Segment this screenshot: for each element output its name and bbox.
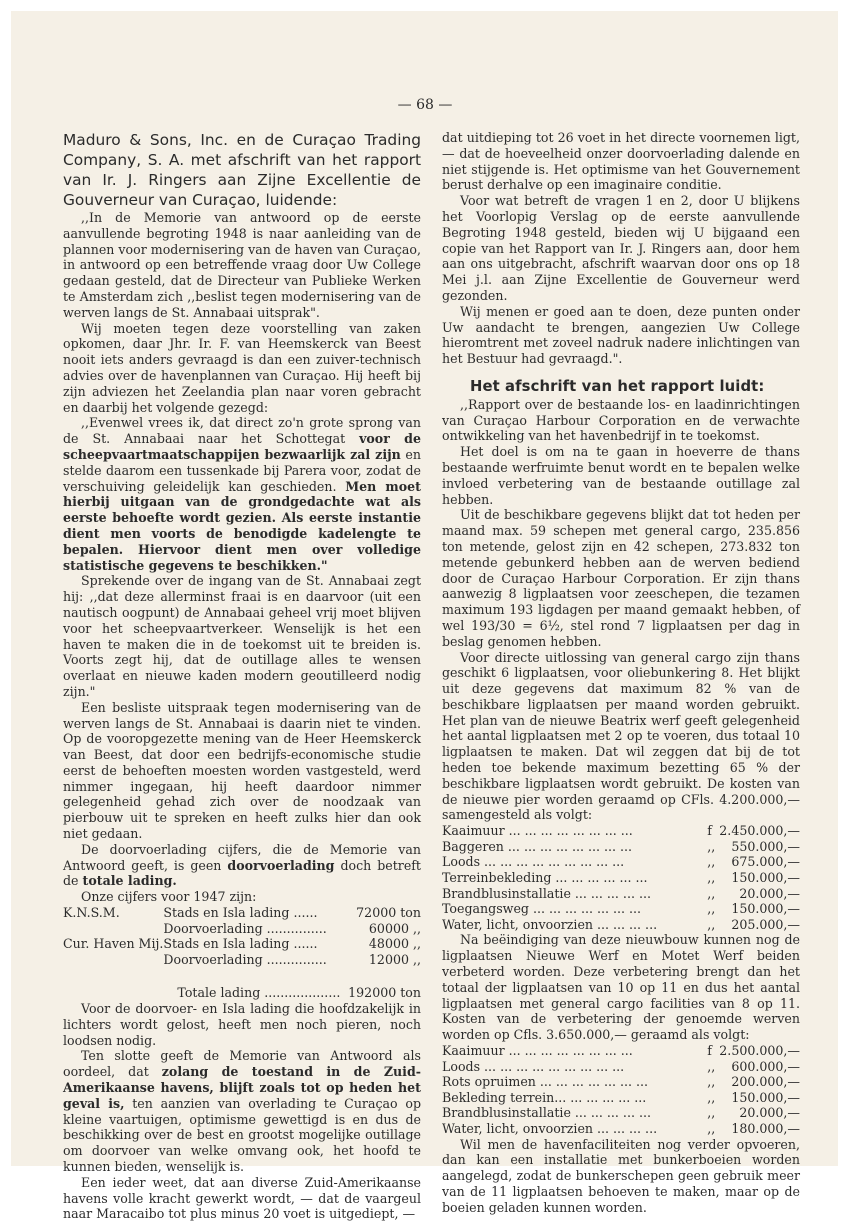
paragraph: Voor directe uitlossing van general cargo zijn thans geschikt 6 ligplaatsen, voor oliebunkering 8. Het blijkt uit deze gegevens dat maximum 82 % van de beschikbare ligplaatsen per maand worden gebruikt. Het plan van de nieuwe Beatrix werf geeft gelegenheid het aantal ligplaatsen met 2 op te voeren, dus totaal 10 ligplaatsen te maken. Dat wil zeggen dat bij de tot heden toe bekende maximum bezetting 65 % der beschikbare ligplaatsen wordt gebruikt. De kosten van de nieuwe pier worden geraamd op CFls. 4.200.000,— samengesteld als volgt: <box>442 649 800 823</box>
amount-cell: 150.000,— <box>731 870 800 886</box>
currency-cell: f <box>707 823 712 839</box>
amount-cell: 72000 ton <box>356 905 421 921</box>
currency-cell: ,, <box>707 885 716 901</box>
company-cell <box>63 952 163 968</box>
amount-cell: 60000 ,, <box>368 920 421 936</box>
amount-cell: 20.000,— <box>739 885 800 901</box>
currency-cell: ,, <box>707 916 716 932</box>
amount-cell: 550.000,— <box>731 838 800 854</box>
item-cell: Water, licht, onvoorzien ... ... ... ... <box>442 1120 658 1136</box>
total-label: Totale lading ................... <box>177 985 341 1001</box>
report-subheading: Het afschrift van het rapport luidt: <box>470 377 765 395</box>
table-row <box>442 1043 800 1059</box>
paragraph: Onze cijfers voor 1947 zijn: <box>81 889 257 905</box>
currency-cell: ,, <box>707 1120 716 1136</box>
quote-paragraph <box>63 415 421 573</box>
amount-cell: 2.450.000,— <box>719 823 800 839</box>
table-row <box>442 870 800 886</box>
table-row <box>63 952 421 968</box>
paragraph: Een ieder weet, dat aan diverse Zuid-Amerikaanse havens volle kracht gewerkt wordt, — dat de vaargeul naar Maracaibo tot plus minus 20 voet is uitgediept, — <box>63 1174 421 1222</box>
table-row <box>442 886 800 902</box>
item-cell: Kaaimuur ... ... ... ... ... ... ... ... <box>442 1043 633 1058</box>
paragraph: Wij menen er goed aan te doen, deze punten onder Uw aandacht te brengen, aangezien Uw College hieromtrent met zoveel nadruk nadere inlichtingen van het Bestuur had gevraagd.". <box>442 303 800 367</box>
text-run: De doorvoerlading cijfers, die de Memorie van Antwoord geeft, is geen <box>63 841 421 873</box>
currency-cell: ,, <box>707 1074 716 1090</box>
right-column <box>442 130 800 1216</box>
cost-table-new-pier <box>442 823 800 932</box>
company-cell: Cur. Haven Mij. <box>63 936 164 952</box>
amount-cell: 150.000,— <box>731 901 800 917</box>
amount-cell: 200.000,— <box>731 1074 800 1090</box>
item-cell: Terreinbekleding ... ... ... ... ... ... <box>442 870 648 886</box>
item-cell: Baggeren ... ... ... ... ... ... ... ... <box>442 838 633 854</box>
paragraph: Wil men de havenfaciliteiten nog verder opvoeren, dan kan een installatie met bunkerboeien worden aangelegd, zodat de bunkerschepen geen gebruik meer van de 11 ligplaatsen behoeven te maken, maar op de boeien geladen kunnen worden. <box>442 1136 800 1215</box>
bold-run: Men moet hierbij uitgaan van de grondgedachte wat als eerste behoefte wordt gezien. Als eerste instantie dient men voorts de benodigde kadelengte te bepalen. Hiervoor dient men over volledige statistische gegevens te beschikken." <box>63 478 421 573</box>
paragraph: ,,Rapport over de bestaande los- en laadinrichtingen van Curaçao Harbour Corporation en de verwachte ontwikkeling van het havenbedrijf in te toekomst. <box>442 396 800 444</box>
text-run: ten aanzien van overlading te Curaçao op kleine vaartuigen, optimisme gewettigd is en dus de beschikking over de best en grootst mogelijke outillage om doorvoer van welke omvang ook, het hoofd te kunnen bieden, wenselijk is. <box>63 1095 422 1174</box>
type-cell: Stads en Isla lading ...... <box>163 936 318 952</box>
item-cell: Kaaimuur ... ... ... ... ... ... ... ... <box>442 823 633 839</box>
total-row <box>63 985 421 1001</box>
amount-cell: 20.000,— <box>739 1105 800 1121</box>
amount-cell: 150.000,— <box>731 1089 800 1105</box>
table-row <box>442 917 800 933</box>
currency-cell: f <box>707 1043 712 1058</box>
paragraph: Na beëindiging van deze nieuwbouw kunnen nog de ligplaatsen Nieuwe Werf en Motet Werf beiden verbeterd worden. Deze verbetering brengt dan het totaal der ligplaatsen van 10 op 11 en dus het aantal ligplaatsen met general cargo facilities van 8 op 11. Kosten van de verbetering der genoemde werven worden op Cfls. 3.650.000,— geraamd als volgt: <box>442 932 800 1043</box>
text-run: doch betreft de <box>63 857 421 889</box>
amount-cell: 205.000,— <box>731 916 800 932</box>
type-cell: Doorvoerlading ............... <box>163 920 327 936</box>
table-row <box>442 1105 800 1121</box>
currency-cell: ,, <box>707 854 716 870</box>
bold-run: voor de scheepvaartmaatschappijen bezwaarlijk zal zijn <box>63 431 421 462</box>
currency-cell: ,, <box>707 1089 716 1105</box>
paragraph: dat uitdieping tot 26 voet in het directe voornemen ligt, — dat de hoeveelheid onzer doorvoerlading dalende en niet stijgende is. Het optimisme van het Gouvernement berust derhalve op een imaginaire conditie. <box>442 130 800 193</box>
table-row <box>442 839 800 855</box>
table-row <box>63 921 421 937</box>
bold-run: zolang de toestand in de Zuid-Amerikaanse havens, blijft zoals tot op heden het geval is, <box>63 1064 421 1111</box>
left-column <box>63 130 421 1222</box>
spacer-row <box>63 967 421 985</box>
item-cell: Brandblusinstallatie ... ... ... ... ... <box>442 1105 651 1121</box>
cargo-table <box>63 905 421 1001</box>
currency-cell: ,, <box>707 1058 716 1074</box>
currency-cell: ,, <box>707 838 716 854</box>
currency-cell: ,, <box>707 870 716 886</box>
amount-cell: 675.000,— <box>731 854 800 870</box>
item-cell: Toegangsweg ... ... ... ... ... ... ... <box>442 901 642 917</box>
paragraph: Voor de doorvoer- en Isla lading die hoofdzakelijk in lichters wordt gelost, heeft men noch pieren, noch loodsen nodig. <box>63 1001 421 1048</box>
letter-heading: Maduro & Sons, Inc. en de Curaçao Trading Company, S. A. met afschrift van het rapport van Ir. J. Ringers aan Zijne Excellentie de Gouverneur van Curaçao, luidende: <box>63 131 421 209</box>
paragraph: Sprekende over de ingang van de St. Annabaai zegt hij: ,,dat deze allerminst fraai is en daarvoor (uit een nautisch oogpunt) de Annabaai geheel vrij moet blijven voor het scheepvaartverkeer. Wenselijk is het een haven te maken die in de toekomst uit te breiden is. Voorts zegt hij, dat de outillage alles te wensen overlaat en nieuwe kaden modern geoutilleerd nodig zijn." <box>63 573 421 699</box>
text-run: Ten slotte geeft de Memorie van Antwoord als oordeel, dat <box>63 1048 421 1080</box>
paragraph: Voor wat betreft de vragen 1 en 2, door U blijkens het Voorlopig Verslag op de eerste aanvullende Begroting 1948 gesteld, bieden wij U bijgaand een copie van het Rapport van Ir. J. Ringers aan, door hem aan ons uitgebracht, afschrift waarvan door ons op 18 Mei j.l. aan Zijne Excellentie de Gouverneur werd gezonden. <box>442 193 800 303</box>
table-row <box>442 854 800 870</box>
amount-cell: 180.000,— <box>731 1120 800 1136</box>
item-cell: Water, licht, onvoorzien ... ... ... ... <box>442 916 658 932</box>
bold-run: doorvoerlading <box>227 857 335 873</box>
table-row <box>63 936 421 952</box>
amount-cell: 12000 ,, <box>368 951 421 967</box>
text-run: en stelde daarom een tussenkade bij Parera voor, zodat de verschuiving geleidelijk kan geschieden. <box>63 446 421 494</box>
paragraph: Wij moeten tegen deze voorstelling van zaken opkomen, daar Jhr. Ir. F. van Heemskerck van Beest nooit iets anders gevraagd is dan een zuiver-technisch advies over de havenplannen van Curaçao. Hij heeft bij zijn adviezen het Zeelandia plan naar voren gebracht en daarbij het volgende gezegd: <box>63 320 421 415</box>
paragraph: ,,In de Memorie van antwoord op de eerste aanvullende begroting 1948 is naar aanleiding van de plannen voor modernisering van de haven van Curaçao, in antwoord op een betreffende vraag door Uw College gedaan gesteld, dat de Directeur van Publieke Werken te Amsterdam zich ,,beslist tegen modernisering van de werven langs de St. Annabaai uitsprak". <box>63 210 421 320</box>
table-row <box>442 1059 800 1075</box>
currency-cell: ,, <box>707 1105 716 1121</box>
amount-cell: 2.500.000,— <box>719 1043 800 1058</box>
paragraph <box>63 842 421 889</box>
item-cell: Loods ... ... ... ... ... ... ... ... ... <box>442 854 625 870</box>
company-cell <box>63 921 163 937</box>
paragraph <box>63 1048 421 1174</box>
item-cell: Bekleding terrein... ... ... ... ... ... <box>442 1089 647 1105</box>
table-row <box>442 1121 800 1137</box>
table-row <box>442 901 800 917</box>
table-row <box>442 1090 800 1106</box>
bold-run: totale lading. <box>82 873 177 889</box>
currency-cell: ,, <box>707 901 716 917</box>
amount-cell: 600.000,— <box>731 1058 800 1074</box>
item-cell: Loods ... ... ... ... ... ... ... ... ... <box>442 1058 625 1074</box>
item-cell: Rots opruimen ... ... ... ... ... ... ... <box>442 1074 648 1090</box>
paragraph: Uit de beschikbare gegevens blijkt dat tot heden per maand max. 59 schepen met general cargo, 235.856 ton metende, gelost zijn en 42 schepen, 273.832 ton metende gebunkerd hebben aan de werven bediend door de Curaçao Harbour Corporation. Er zijn thans aanwezig 8 ligplaatsen voor zeeschepen, die tezamen maximum 193 ligdagen per maand gemaakt hebben, of wel 193/30 = 6½, stel rond 7 ligplaatsen per dag in beslag genomen hebben. <box>442 507 800 649</box>
cost-table-improvement <box>442 1043 800 1137</box>
type-cell: Doorvoerlading ............... <box>163 951 327 967</box>
type-cell: Stads en Isla lading ...... <box>163 905 318 921</box>
page-number: — 68 — <box>397 97 453 113</box>
text-run: ,,Evenwel vrees ik, dat direct zo'n grote sprong van de St. Annabaai naar het Schottegat <box>63 415 421 447</box>
table-row <box>63 905 421 921</box>
paragraph: Het doel is om na te gaan in hoeverre de thans bestaande werfruimte benut wordt en te bepalen welke invloed verbetering van de bestaande outillage zal hebben. <box>442 444 800 507</box>
item-cell: Brandblusinstallatie ... ... ... ... ... <box>442 885 651 901</box>
paragraph: Een besliste uitspraak tegen modernisering van de werven langs de St. Annabaai is daarin niet te vinden. Op de vooropgezette mening van de Heer Heemskerck van Beest, dat door een bedrijfs-economische studie eerst de behoeften moesten worden vastgesteld, werd nimmer ingegaan, hij heeft daardoor nimmer gelegenheid gehad zich over de noodzaak van pierbouw uit te spreken en heeft zulks hier dan ook niet gedaan. <box>63 699 421 842</box>
table-row <box>442 1074 800 1090</box>
amount-cell: 48000 ,, <box>368 936 421 952</box>
table-row <box>442 823 800 839</box>
company-cell: K.N.S.M. <box>63 905 120 921</box>
total-amount: 192000 ton <box>348 985 421 1001</box>
